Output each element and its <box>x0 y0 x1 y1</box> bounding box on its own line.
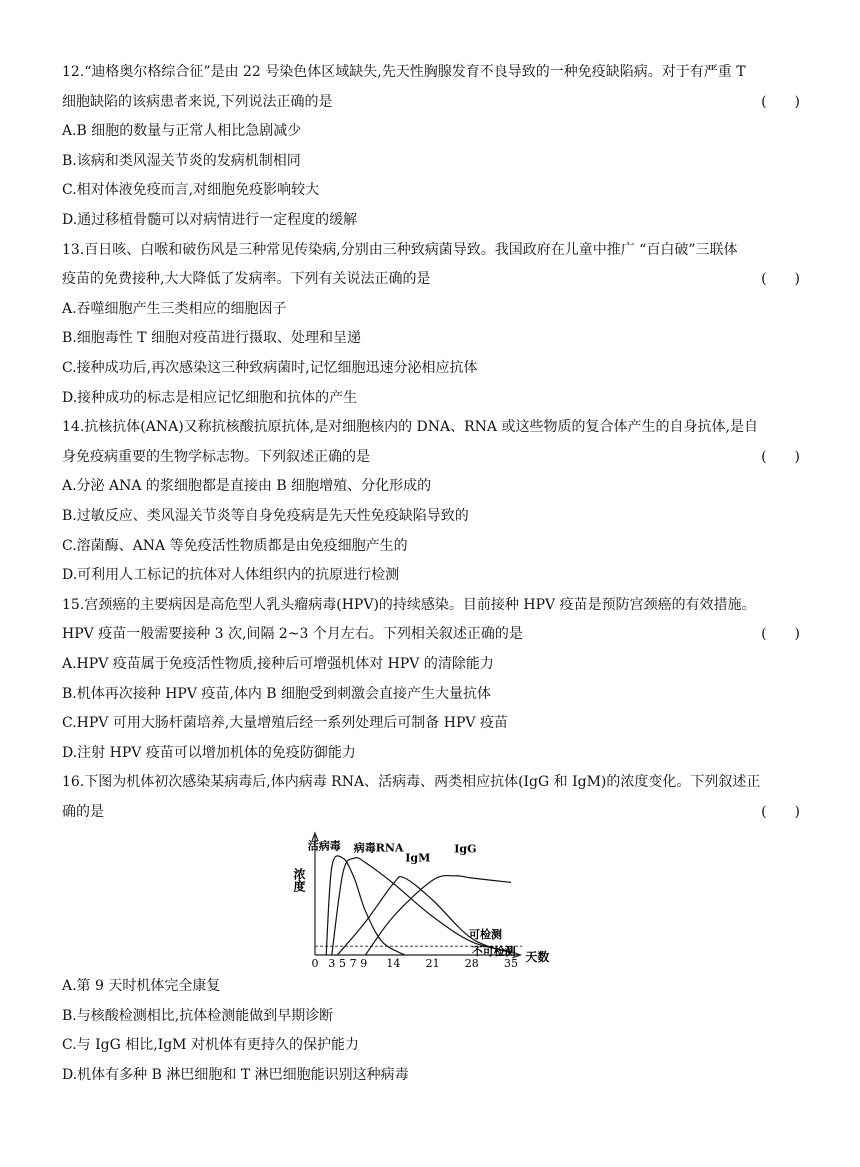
series-label: 活病毒 <box>307 839 341 853</box>
answer-option: B.过敏反应、类风湿关节炎等自身免疫病是先天性免疫缺陷导致的 <box>62 508 469 524</box>
question-stem-line: 14.抗核抗体(ANA)又称抗核酸抗原抗体,是对细胞核内的 DNA、RNA 或这些物质的复合体产生的自身抗体,是自 <box>62 419 758 436</box>
question-stem-line: 16.下图为机体初次感染某病毒后,体内病毒 RNA、活病毒、两类相应抗体(IgG 和 IgM)的浓度变化。下列叙述正 <box>62 774 761 791</box>
answer-option: A.分泌 ANA 的浆细胞都是直接由 B 细胞增殖、分化形成的 <box>62 478 432 495</box>
answer-option: B.该病和类风湿关节炎的发病机制相同 <box>62 152 301 169</box>
answer-option: A.吞噬细胞产生三类相应的细胞因子 <box>62 300 287 317</box>
answer-option: D.机体有多种 B 淋巴细胞和 T 淋巴细胞能识别这种病毒 <box>62 1066 409 1083</box>
answer-bracket: ( ) <box>761 626 800 643</box>
x-tick-label: 28 <box>464 957 479 970</box>
detectable-label: 可检测 <box>469 928 502 942</box>
x-tick-label: 35 <box>504 957 518 970</box>
series-label: IgG <box>454 842 477 856</box>
answer-option: B.机体再次接种 HPV 疫苗,体内 B 细胞受到刺激会直接产生大量抗体 <box>62 685 492 702</box>
answer-bracket: ( ) <box>761 93 800 110</box>
question-stem-line: 确的是 <box>62 804 104 820</box>
answer-option: C.溶菌酶、ANA 等免疫活性物质都是由免疫细胞产生的 <box>62 537 408 554</box>
question-stem-line: 13.百日咳、白喉和破伤风是三种常见传染病,分别由三种致病菌导致。我国政府在儿童中推广 “百白破”三联体 <box>62 241 738 258</box>
answer-option: A.HPV 疫苗属于免疫活性物质,接种后可增强机体对 HPV 的清除能力 <box>62 656 494 672</box>
answer-option: C.HPV 可用大肠杆菌培养,大量增殖后经一系列处理后可制备 HPV 疫苗 <box>62 715 508 732</box>
chart-labels <box>292 838 549 970</box>
question-stem-line: 12.“迪格奥尔格综合征”是由 22 号染色体区域缺失,先天性胸腺发育不良导致的一种免疫缺陷病。对于有严重 T <box>62 64 746 80</box>
x-tick-label: 3 <box>328 957 336 970</box>
x-tick-label: 9 <box>360 957 368 970</box>
answer-option: C.与 IgG 相比,IgM 对机体有更持久的保护能力 <box>62 1037 359 1054</box>
series-curve <box>365 876 511 955</box>
series-curve <box>337 877 511 955</box>
answer-option: B.细胞毒性 T 细胞对疫苗进行摄取、处理和呈递 <box>62 330 361 347</box>
x-tick-label: 21 <box>425 957 440 970</box>
answer-bracket: ( ) <box>761 448 800 465</box>
answer-option: D.接种成功的标志是相应记忆细胞和抗体的产生 <box>62 389 358 406</box>
question-stem-line: 疫苗的免费接种,大大降低了发病率。下列有关说法正确的是 <box>62 271 431 288</box>
virus-antibody-chart <box>285 830 575 970</box>
answer-bracket: ( ) <box>761 271 800 288</box>
x-tick-label: 5 <box>338 957 346 970</box>
x-tick-label: 0 <box>311 957 319 970</box>
series-label: 病毒RNA <box>353 841 404 855</box>
question-stem-line: 细胞缺陷的该病患者来说,下列说法正确的是 <box>62 93 333 110</box>
answer-option: D.可利用人工标记的抗体对人体组织内的抗原进行检测 <box>62 567 400 584</box>
question-stem-line: HPV 疫苗一般需要接种 3 次,间隔 2~3 个月左右。下列相关叙述正确的是 <box>62 626 523 643</box>
undetectable-label: 不可检测 <box>471 945 516 959</box>
y-axis-label: 浓度 <box>292 868 306 892</box>
answer-option: B.与核酸检测相比,抗体检测能做到早期诊断 <box>62 1007 334 1024</box>
x-axis-label: 天数 <box>525 950 550 964</box>
answer-bracket: ( ) <box>761 804 800 820</box>
question-stem-line: 15.宫颈癌的主要病因是高危型人乳头瘤病毒(HPV)的持续感染。目前接种 HPV 疫苗是预防宫颈癌的有效措施。 <box>62 596 756 613</box>
answer-option: C.相对体液免疫而言,对细胞免疫影响较大 <box>62 182 320 199</box>
answer-option: D.通过移植骨髓可以对病情进行一定程度的缓解 <box>62 212 358 228</box>
x-tick-label: 14 <box>386 957 401 970</box>
answer-option: A.B 细胞的数量与正常人相比急剧减少 <box>62 123 302 140</box>
answer-option: D.注射 HPV 疫苗可以增加机体的免疫防御能力 <box>62 744 356 761</box>
x-tick-label: 7 <box>349 957 357 970</box>
series-label: IgM <box>405 851 431 865</box>
question-stem-line: 身免疫病重要的生物学标志物。下列叙述正确的是 <box>62 448 370 465</box>
answer-option: C.接种成功后,再次感染这三种致病菌时,记忆细胞迅速分泌相应抗体 <box>62 360 478 376</box>
answer-option: A.第 9 天时机体完全康复 <box>62 978 221 994</box>
